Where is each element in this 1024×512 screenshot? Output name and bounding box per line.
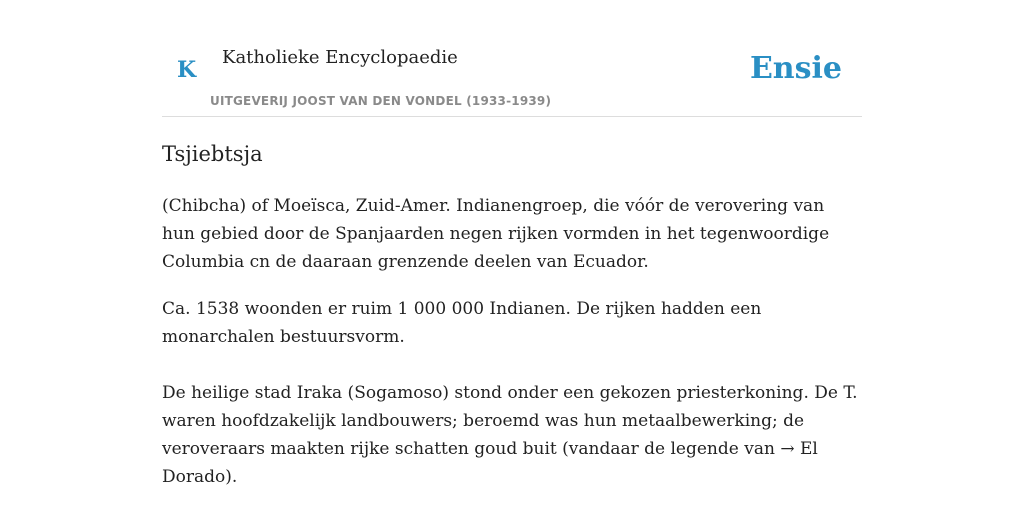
book-title-link[interactable]: Katholieke Encyclopaedie bbox=[222, 47, 458, 68]
article-paragraph-2: Ca. 1538 woonden er ruim 1 000 000 Indianen. De rijken hadden een monarchalen bestuursvorm. bbox=[162, 299, 762, 347]
article-body bbox=[162, 136, 862, 491]
article-paragraph-3: De heilige stad Iraka (Sogamoso) stond onder een gekozen priesterkoning. De T. waren hoofdzakelijk landbouwers; beroemd was hun metaalbewerking; de veroveraars maakten rijke schatten goud buit (vandaar de legende van → El Dorado). bbox=[162, 383, 858, 487]
ensie-logo-link[interactable]: Ensie bbox=[749, 51, 842, 86]
article-paragraph-1: (Chibcha) of Moeïsca, Zuid-Amer. Indianengroep, die vóór de verovering van hun gebied door de Spanjaarden negen rijken vormden in het tegenwoordige Columbia cn de daaraan grenzende deelen van Ecuador. bbox=[162, 196, 830, 272]
article-title: Tsjiebtsja bbox=[162, 142, 263, 166]
page-header bbox=[162, 0, 862, 117]
publisher-label: UITGEVERIJ JOOST VAN DEN VONDEL (1933-1939) bbox=[210, 94, 552, 108]
book-logo-icon[interactable]: K bbox=[177, 57, 197, 83]
